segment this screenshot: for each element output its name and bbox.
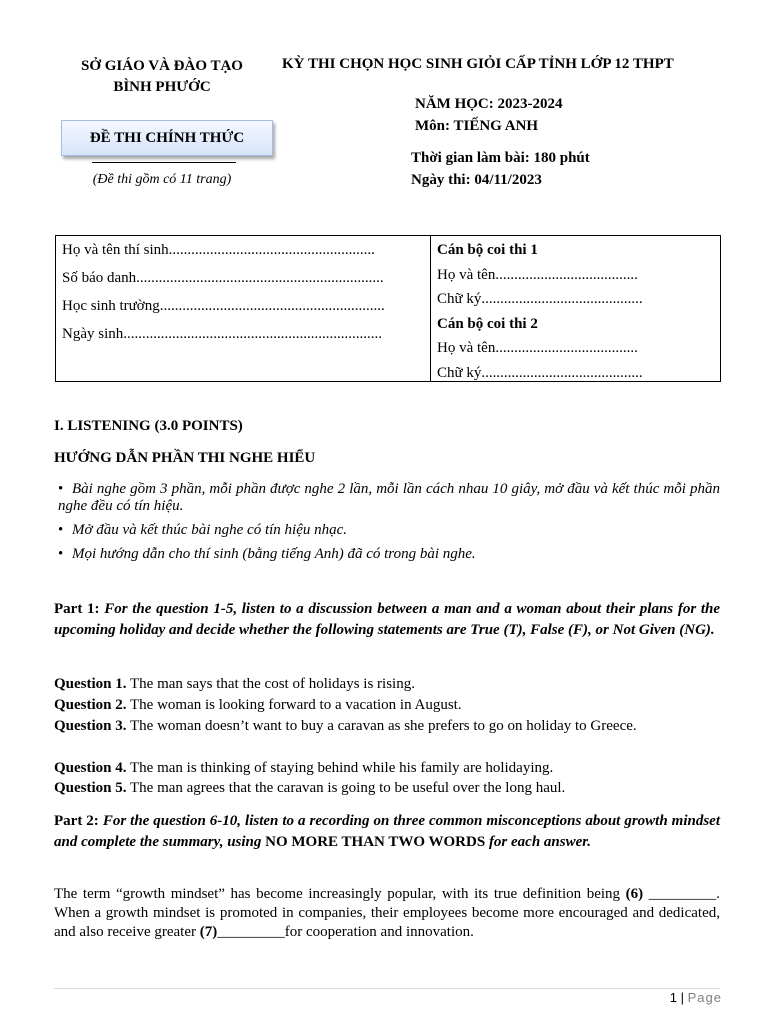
guide-bullet-text: Bài nghe gồm 3 phần, mỗi phần được nghe 2 lần, mỗi lần cách nhau 10 giây, mở đầu và kết thúc mỗi phần nghe đều có tín hiệu. — [58, 481, 720, 514]
proctor-2-signature-field: Chữ ký........................................... — [437, 364, 643, 381]
part-2-word-limit: NO MORE THAN TWO WORDS — [265, 834, 486, 850]
department-name — [54, 56, 270, 98]
proctor-1-name-field: Họ và tên...................................... — [437, 266, 638, 283]
question-5 — [54, 778, 734, 799]
page-footer — [670, 990, 722, 1005]
part-2-label: Part 2: — [54, 813, 99, 829]
candidate-info-table — [55, 235, 721, 382]
official-exam-label: ĐỀ THI CHÍNH THỨC — [89, 129, 245, 146]
question-text: The woman doesn’t want to buy a caravan as she prefers to go on holiday to Greece. — [130, 718, 637, 734]
part-2-instruction — [54, 811, 720, 853]
listening-section-title: I. LISTENING (3.0 POINTS) — [54, 418, 243, 434]
bullet-dot-icon: • — [58, 481, 64, 497]
question-label: Question 3. — [54, 718, 127, 734]
candidate-name-field: Họ và tên thí sinh....................................................... — [62, 242, 375, 258]
proctor-1-title: Cán bộ coi thi 1 — [437, 242, 538, 258]
part-1-label: Part 1: — [54, 601, 100, 617]
proctor-2-name-field: Họ và tên...................................... — [437, 340, 638, 356]
header-divider — [92, 162, 236, 163]
proctor-fields — [431, 236, 720, 381]
official-exam-badge — [61, 120, 273, 156]
summary-text-c: for cooperation and innovation. — [284, 924, 474, 940]
question-text: The man is thinking of staying behind while his family are holidaying. — [130, 760, 554, 776]
summary-paragraph — [54, 885, 720, 942]
blank-6[interactable]: _________ — [648, 886, 717, 902]
bullet-dot-icon: • — [58, 546, 64, 562]
department-line-1: SỞ GIÁO VÀ ĐÀO TẠO — [81, 58, 243, 74]
summary-text-a: The term “growth mindset” has become increasingly popular, with its true definition being — [54, 886, 626, 902]
guide-bullet-text: Mở đầu và kết thúc bài nghe có tín hiệu nhạc. — [72, 522, 348, 538]
guide-bullet-2 — [58, 522, 720, 539]
footer-divider — [54, 988, 720, 989]
proctor-2-title: Cán bộ coi thi 2 — [437, 315, 538, 332]
pages-note: (Đề thi gồm có 11 trang) — [92, 172, 232, 187]
exam-duration: Thời gian làm bài: 180 phút — [411, 150, 590, 166]
blank-7[interactable]: _________ — [217, 924, 285, 940]
guide-bullet-3 — [58, 546, 720, 563]
question-3 — [54, 716, 734, 737]
question-2 — [54, 695, 734, 716]
question-text: The woman is looking forward to a vacation in August. — [130, 697, 462, 713]
part-1-instruction — [54, 599, 720, 641]
listening-guide-title: HƯỚNG DẪN PHẦN THI NGHE HIỂU — [54, 450, 316, 466]
question-4 — [54, 758, 734, 779]
question-label: Question 4. — [54, 760, 127, 776]
page-number: 1 — [669, 990, 678, 1005]
candidate-fields — [56, 236, 431, 381]
part-1-instruction-text: For the question 1-5, listen to a discussion between a man and a woman about their plans for the upcoming holiday and decide whether the following statements are True (T), False (F), or Not Given (NG). — [54, 601, 721, 638]
question-label: Question 5. — [54, 780, 127, 796]
blank-6-number: (6) — [625, 886, 644, 902]
exam-date: Ngày thi: 04/11/2023 — [411, 172, 542, 188]
summary-text-b: . When a growth mindset is promoted in companies, their employees become more encouraged and dedicated, and also receive greater — [54, 886, 721, 940]
candidate-number-field: Số báo danh.................................................................. — [62, 270, 384, 286]
part-2-instruction-text: For the question 6-10, listen to a recording on three common misconceptions about growth mindset and complete the summary, using — [54, 813, 721, 850]
subject: Môn: TIẾNG ANH — [415, 118, 539, 134]
proctor-1-signature-field: Chữ ký........................................... — [437, 291, 643, 307]
page-word: Page — [687, 990, 722, 1005]
school-year: NĂM HỌC: 2023-2024 — [415, 96, 563, 112]
question-label: Question 1. — [54, 676, 127, 692]
guide-bullet-text: Mọi hướng dẫn cho thí sinh (bằng tiếng Anh) đã có trong bài nghe. — [72, 546, 476, 562]
question-text: The man says that the cost of holidays is rising. — [130, 676, 415, 692]
exam-title: KỲ THI CHỌN HỌC SINH GIỎI CẤP TỈNH LỚP 12 THPT — [282, 56, 674, 72]
guide-bullet-1 — [58, 481, 720, 515]
candidate-birthdate-field: Ngày sinh..................................................................... — [62, 326, 382, 342]
question-text: The man agrees that the caravan is going to be useful over the long haul. — [130, 780, 566, 796]
page-separator: | — [677, 990, 688, 1005]
bullet-dot-icon: • — [58, 522, 64, 538]
part-2-instruction-end: for each answer. — [485, 834, 592, 850]
question-label: Question 2. — [54, 697, 127, 713]
department-line-2: BÌNH PHƯỚC — [113, 79, 211, 95]
candidate-school-field: Học sinh trường............................................................ — [62, 298, 385, 314]
question-1 — [54, 674, 734, 695]
blank-7-number: (7) — [199, 924, 218, 940]
